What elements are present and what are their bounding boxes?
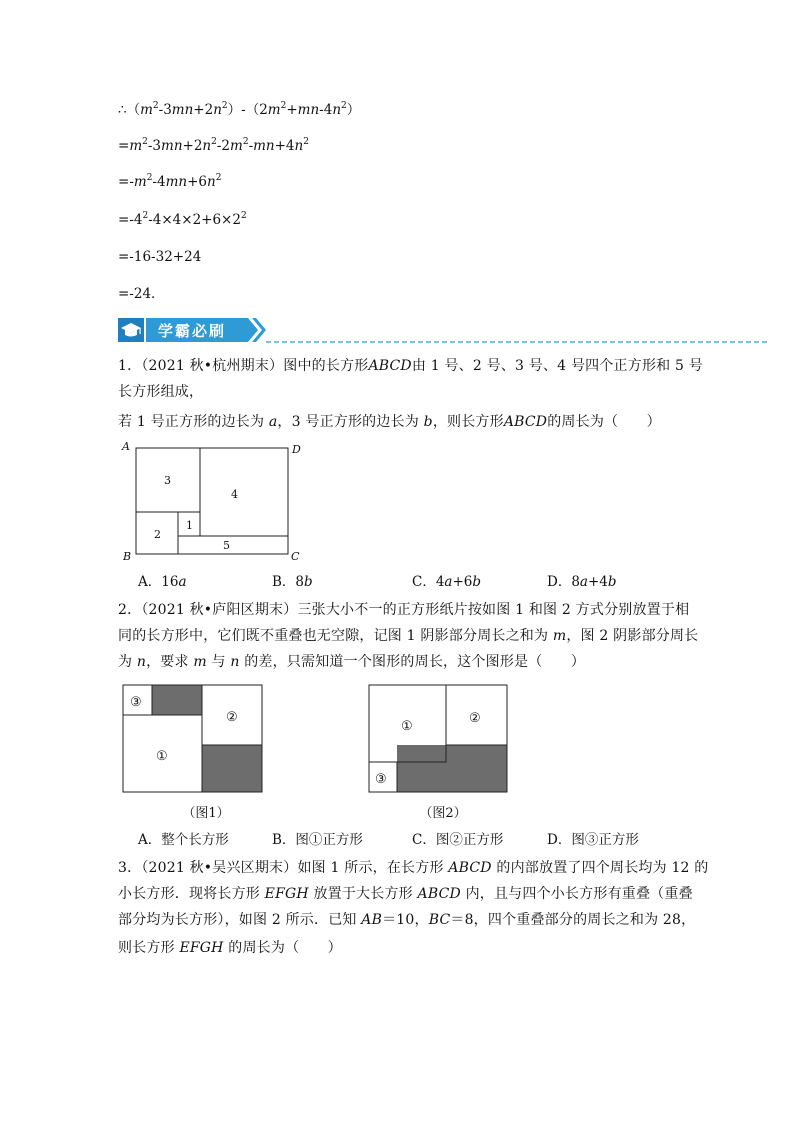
- q1-option-d[interactable]: D．8a+4b: [547, 574, 617, 590]
- solution-line-2: $=m^2-3mn+2n^2-2m^2-mn+4n^2$: [118, 137, 309, 154]
- q3-line-4: 则长方形 EFGH 的周长为（ ）: [118, 940, 342, 956]
- q1-line-1: 1．（2021 秋•杭州期末）图中的长方形ABCD由 1 号、2 号、3 号、4 号四个正方形和 5 号: [118, 358, 703, 374]
- q2-f2-shade-bottom: [397, 745, 507, 792]
- q1-corner-a: A: [122, 440, 130, 453]
- q2-option-b[interactable]: B．图①正方形: [272, 832, 363, 848]
- solution-line-1: $\therefore(m^2-3mn+2n^2)-(2m^2+mn-4n^2)$: [118, 101, 361, 118]
- q1-rect-5: [178, 536, 288, 554]
- q2-f1-shade-top: [152, 685, 202, 715]
- q1-line-2: 长方形组成，: [118, 384, 204, 400]
- q2-figure-1: [122, 684, 266, 796]
- section-banner: [118, 316, 768, 344]
- q1-figure: [118, 436, 308, 566]
- section-title: 学霸必刷: [158, 322, 227, 340]
- q2-f1-label-2: ②: [226, 710, 238, 725]
- q1-option-c[interactable]: C．4a+6b: [412, 574, 482, 590]
- q1-label-4: 4: [231, 488, 238, 501]
- q2-f2-label-1: ①: [401, 719, 413, 734]
- q2-fig1-caption: （图1）: [182, 806, 230, 821]
- q2-line-1: 2．（2021 秋•庐阳区期末）三张大小不一的正方形纸片按如图 1 和图 2 方式分别放置于相: [118, 602, 690, 618]
- q1-label-5: 5: [223, 539, 230, 552]
- solution-line-4: $=-4^2-4\times 4\times 2+6\times 2^2$: [118, 211, 247, 228]
- q2-f1-shade-bottom: [202, 745, 262, 792]
- q2-f1-label-1: ①: [156, 749, 168, 764]
- q2-option-c[interactable]: C．图②正方形: [412, 832, 504, 848]
- q2-figure-2: [368, 684, 512, 796]
- q2-f2-label-3: ③: [375, 772, 387, 787]
- q1-label-2: 2: [154, 528, 161, 541]
- solution-line-5: =-16-32+24: [118, 249, 202, 265]
- q2-option-d[interactable]: D．图③正方形: [547, 832, 639, 848]
- q2-line-2: 同的长方形中，它们既不重叠也无空隙，记图 1 阴影部分周长之和为 m，图 2 阴影部分周长: [118, 628, 699, 644]
- q3-line-2: 小长方形．现将长方形 EFGH 放置于大长方形 ABCD 内，且与四个小长方形有重叠（重叠: [118, 886, 693, 902]
- q1-corner-b: B: [123, 550, 132, 563]
- solution-line-6: =-24．: [118, 286, 165, 302]
- q1-square-4: [200, 448, 288, 536]
- q1-line-3: 若 1 号正方形的边长为 a，3 号正方形的边长为 b，则长方形ABCD的周长为（ ）: [118, 414, 661, 430]
- q1-label-1: 1: [186, 519, 193, 532]
- q2-f2-label-2: ②: [469, 711, 481, 726]
- q3-line-1: 3．（2021 秋•吴兴区期末）如图 1 所示，在长方形 ABCD 的内部放置了四个周长均为 12 的: [118, 860, 709, 876]
- q2-option-a[interactable]: A．整个长方形: [138, 832, 229, 848]
- q1-option-a[interactable]: A．16a: [138, 574, 187, 590]
- q1-corner-c: C: [291, 550, 300, 563]
- q2-fig2-caption: （图2）: [419, 806, 467, 821]
- q1-corner-d: D: [292, 443, 301, 456]
- q2-line-3: 为 n，要求 m 与 n 的差，只需知道一个图形的周长，这个图形是（ ）: [118, 654, 586, 670]
- q1-option-b[interactable]: B．8b: [272, 574, 313, 590]
- q1-label-3: 3: [164, 474, 171, 487]
- q2-f1-label-3: ③: [130, 695, 142, 710]
- solution-line-3: $=-m^2-4mn+6n^2$: [118, 173, 222, 190]
- q3-line-3: 部分均为长方形），如图 2 所示．已知 AB＝10，BC＝8，四个重叠部分的周长之和为 28，: [118, 912, 696, 928]
